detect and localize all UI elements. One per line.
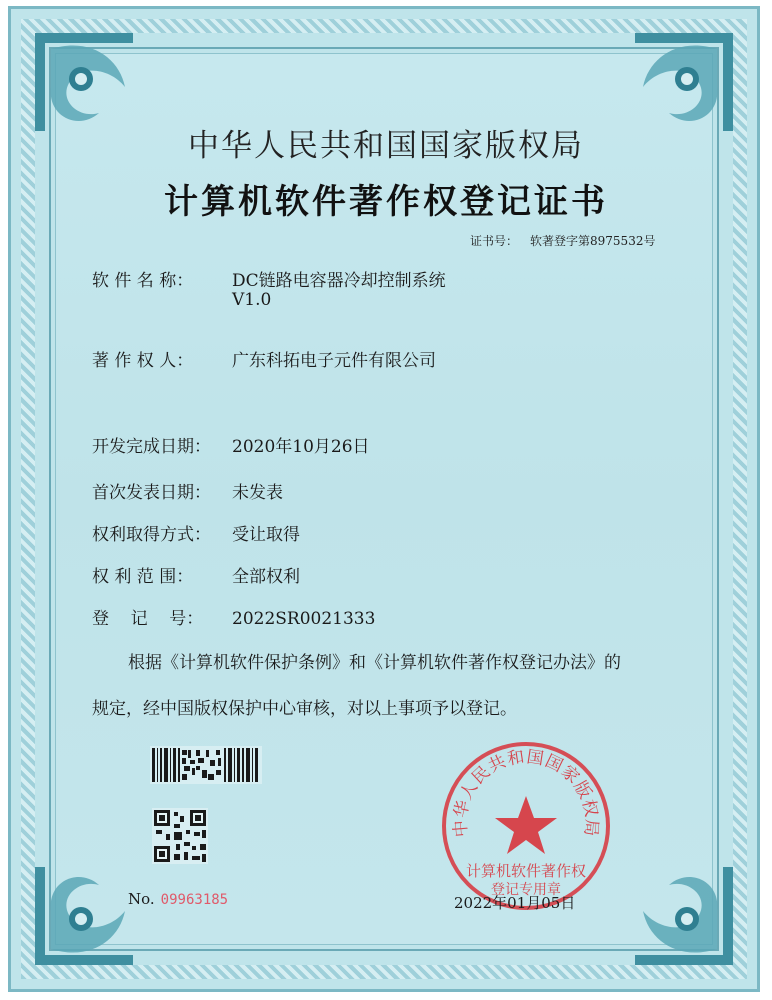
field-value: DC链路电容器冷却控制系统 [232,271,446,291]
corner-ornament-icon [629,861,739,971]
seal-star-icon [495,796,557,854]
certificate-title: 计算机软件著作权登记证书 [164,182,608,222]
field-label: 软 件 名 称： [92,271,194,291]
issuing-authority: 中华人民共和国国家版权局 [188,128,584,164]
field-value: 2020年10月26日 [232,437,370,457]
field-value: 全部权利 [232,567,300,587]
field-completion-date [92,432,370,457]
field-label: 开发完成日期： [92,437,211,457]
issue-date: 2022年01月05日 [454,894,576,912]
serial-number-value: 09963185 [160,892,229,908]
field-value: 广东科拓电子元件有限公司 [232,351,436,371]
qr-code-icon [152,808,208,864]
seal-inner-line-1: 计算机软件著作权 [465,862,587,880]
field-label: 著 作 权 人： [92,351,194,371]
field-acquisition-method [92,520,300,545]
field-software-name [92,266,446,310]
serial-number-label: No. [128,890,155,908]
statement-line: 规定，经中国版权保护中心审核，对以上事项予以登记。 [92,699,517,719]
field-label: 权利取得方式： [92,525,211,545]
seal-ring-text: 中华人民共和国国家版权局 [450,747,602,838]
certificate-number [470,232,655,249]
field-label: 首次发表日期： [92,483,211,503]
registration-statement [92,640,682,732]
field-label: 登 记 号： [92,609,204,629]
statement-line: 根据《计算机软件保护条例》和《计算机软件著作权登记办法》的 [128,653,621,673]
field-value: 受让取得 [232,525,300,545]
field-copyright-owner [92,346,436,371]
field-value-version: V1.0 [232,290,272,310]
field-registration-no [92,604,375,629]
field-first-publish-date [92,478,283,503]
certificate-number-label: 证书号： [470,234,519,248]
field-value: 未发表 [232,483,283,503]
field-label: 权 利 范 围： [92,567,194,587]
barcode-icon [150,746,262,784]
corner-ornament-icon [29,861,139,971]
field-rights-scope [92,562,300,587]
field-value: 2022SR0021333 [232,609,376,629]
serial-number [128,890,228,908]
certificate-number-value: 软著登字第8975532号 [530,234,656,248]
official-seal [438,738,614,914]
seal-inner-line-2: 登记专用章 [491,882,561,898]
